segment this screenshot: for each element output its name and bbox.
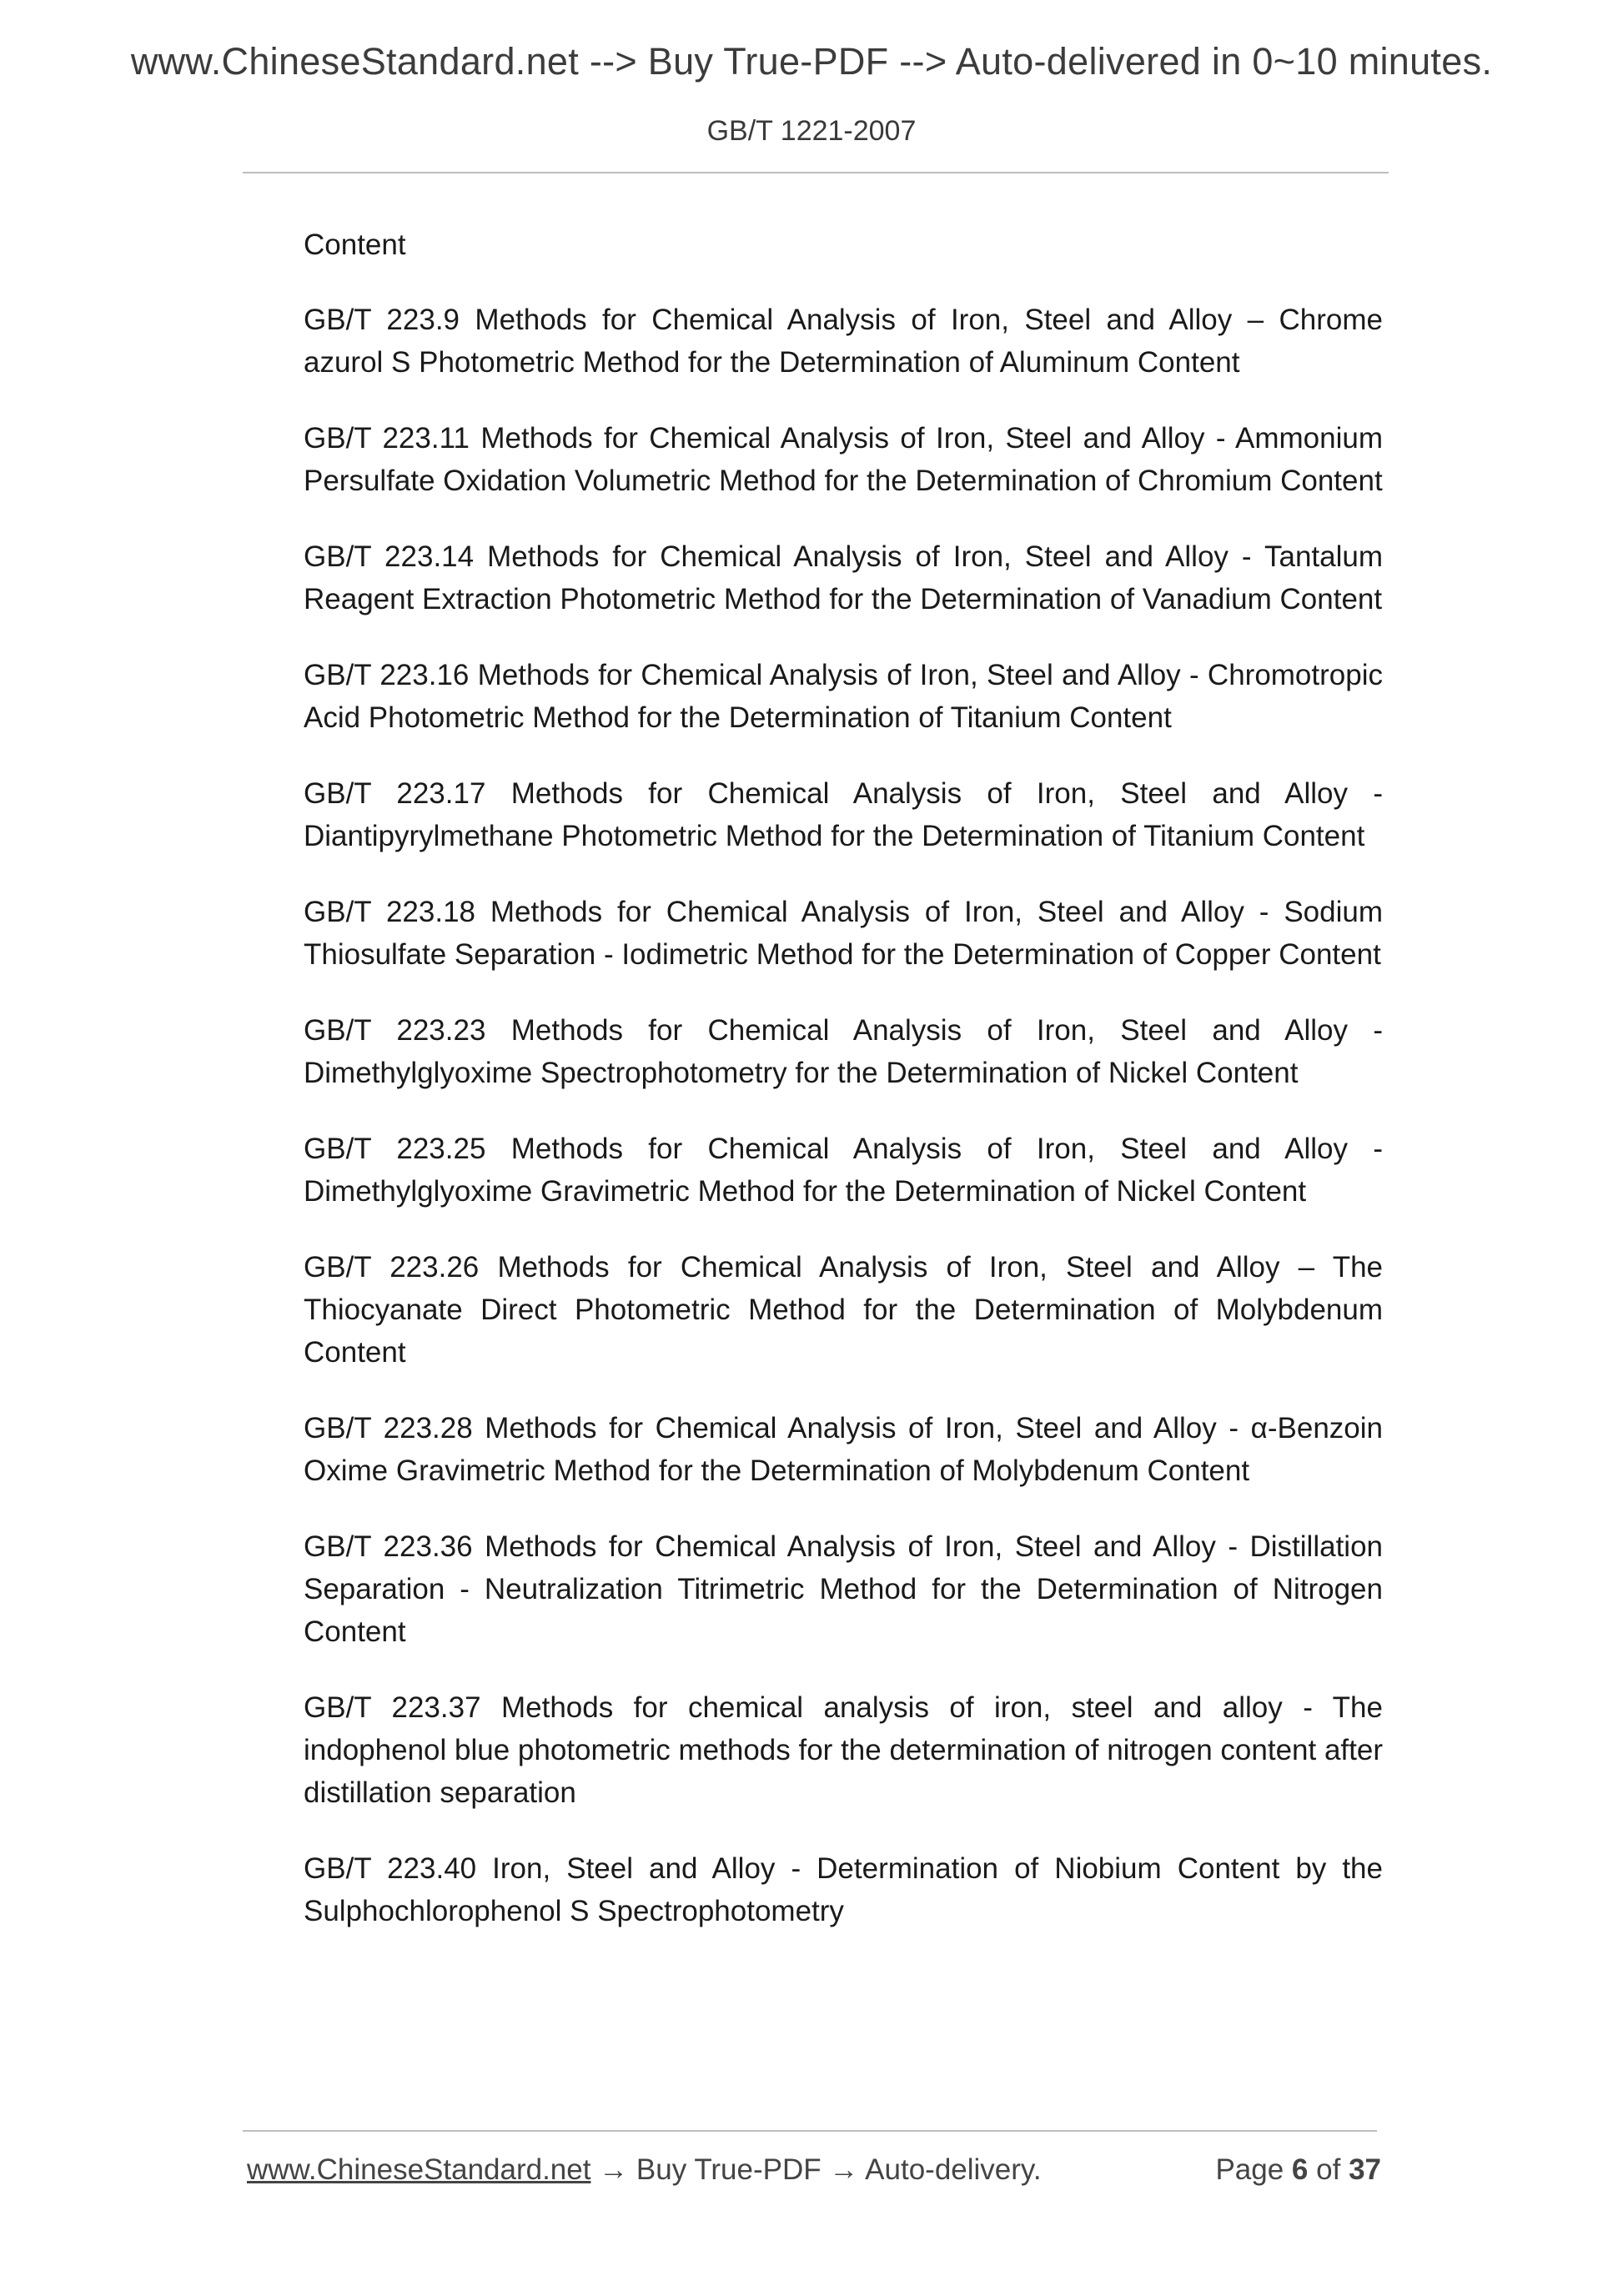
document-body xyxy=(304,224,1383,1966)
reference-item: GB/T 223.28 Methods for Chemical Analysis of Iron, Steel and Alloy - α-Benzoin Oxime Gravimetric Method for the Determination of Molybdenum Content xyxy=(304,1412,1383,1487)
reference-item: GB/T 223.26 Methods for Chemical Analysis of Iron, Steel and Alloy – The Thiocyanate Direct Photometric Method for the Determination of Molybdenum Content xyxy=(304,1251,1383,1369)
page-label: Page xyxy=(1215,2153,1284,2186)
page-total: 37 xyxy=(1349,2153,1381,2186)
reference-item: GB/T 223.16 Methods for Chemical Analysis of Iron, Steel and Alloy - Chromotropic Acid Photometric Method for the Determination of Titanium Content xyxy=(304,659,1383,734)
of-label: of xyxy=(1316,2153,1341,2186)
top-banner: www.ChineseStandard.net --> Buy True-PDF --> Auto-delivered in 0~10 minutes. xyxy=(130,40,1493,83)
page-indicator xyxy=(1215,2153,1381,2187)
reference-item: GB/T 223.17 Methods for Chemical Analysis of Iron, Steel and Alloy - Diantipyrylmethane Photometric Method for the Determination of Titanium Content xyxy=(304,777,1383,852)
footer-tagline: → Buy True-PDF → Auto-delivery. xyxy=(590,2153,1042,2186)
footer-divider xyxy=(243,2130,1377,2132)
reference-item: GB/T 223.25 Methods for Chemical Analysis of Iron, Steel and Alloy - Dimethylglyoxime Gravimetric Method for the Determination of Nickel Content xyxy=(304,1133,1383,1208)
reference-item: GB/T 223.36 Methods for Chemical Analysis of Iron, Steel and Alloy - Distillation Separation - Neutralization Titrimetric Method for the Determination of Nitrogen Content xyxy=(304,1530,1383,1648)
footer-site-link[interactable]: www.ChineseStandard.net xyxy=(247,2153,591,2186)
document-code: GB/T 1221-2007 xyxy=(706,115,917,147)
page-number: 6 xyxy=(1291,2153,1309,2186)
reference-item: GB/T 223.40 Iron, Steel and Alloy - Determination of Niobium Content by the Sulphochlorophenol S Spectrophotometry xyxy=(304,1852,1383,1927)
footer-left xyxy=(247,2153,1042,2187)
reference-item: GB/T 223.9 Methods for Chemical Analysis of Iron, Steel and Alloy – Chrome azurol S Photometric Method for the Determination of Aluminum Content xyxy=(304,304,1383,379)
reference-item: GB/T 223.23 Methods for Chemical Analysis of Iron, Steel and Alloy - Dimethylglyoxime Spectrophotometry for the Determination of Nickel Content xyxy=(304,1014,1383,1089)
continued-line: Content xyxy=(304,229,406,261)
reference-item: GB/T 223.37 Methods for chemical analysis of iron, steel and alloy - The indophenol blue photometric methods for the determination of nitrogen content after distillation separation xyxy=(304,1691,1383,1809)
reference-item: GB/T 223.11 Methods for Chemical Analysis of Iron, Steel and Alloy - Ammonium Persulfate Oxidation Volumetric Method for the Determination of Chromium Content xyxy=(304,422,1383,497)
reference-item: GB/T 223.18 Methods for Chemical Analysis of Iron, Steel and Alloy - Sodium Thiosulfate Separation - Iodimetric Method for the Determination of Copper Content xyxy=(304,896,1383,971)
page-footer xyxy=(247,2153,1381,2195)
header-divider xyxy=(243,172,1389,173)
reference-item: GB/T 223.14 Methods for Chemical Analysis of Iron, Steel and Alloy - Tantalum Reagent Extraction Photometric Method for the Determination of Vanadium Content xyxy=(304,540,1383,615)
